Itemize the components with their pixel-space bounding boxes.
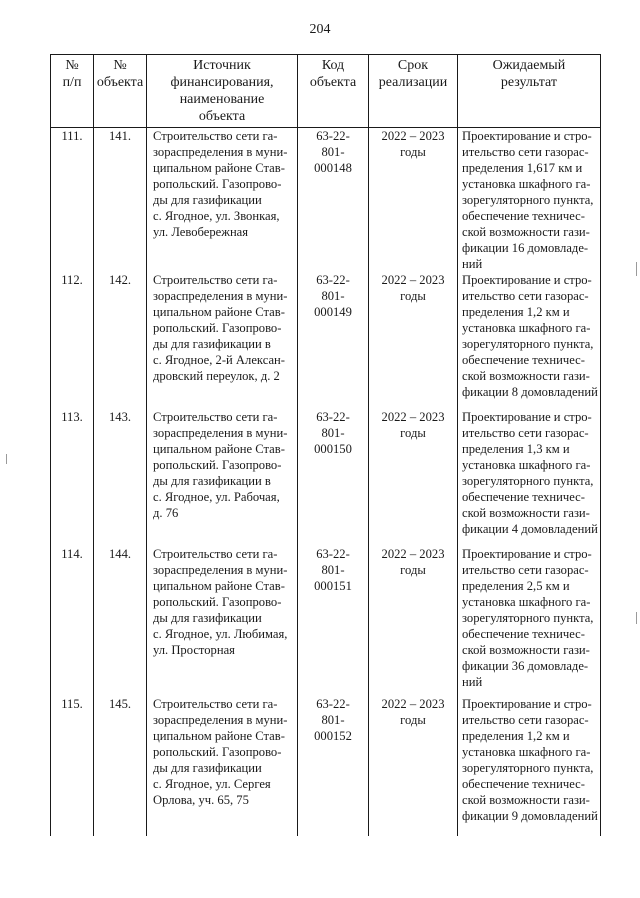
- source-line: Строительство сети га-: [153, 547, 278, 561]
- source-cell: [147, 696, 298, 836]
- term-cell: [369, 696, 458, 836]
- object-code-line: 000150: [314, 442, 352, 456]
- source-cell: [147, 128, 298, 273]
- source-cell: [147, 546, 298, 696]
- row-number-cell: 112.: [51, 272, 94, 409]
- object-code-line: 801-: [321, 563, 345, 577]
- object-code-line: 000149: [314, 305, 352, 319]
- object-code-line: 63-22-: [316, 410, 350, 424]
- table-header-row: [51, 55, 601, 128]
- source-line: Орлова, уч. 65, 75: [153, 793, 249, 807]
- result-line: фикации 8 домовладений: [462, 385, 598, 399]
- result-line: обеспечение техничес-: [462, 490, 585, 504]
- source-line: зораспределения в муни-: [153, 563, 288, 577]
- object-code-line: 63-22-: [316, 273, 350, 287]
- source-line: зораспределения в муни-: [153, 289, 288, 303]
- result-line: установка шкафного га-: [462, 595, 591, 609]
- result-line: зорегуляторного пункта,: [462, 337, 594, 351]
- result-line: зорегуляторного пункта,: [462, 761, 594, 775]
- object-code-line: 000148: [314, 161, 352, 175]
- object-code-line: 801-: [321, 289, 345, 303]
- object-code-cell: [298, 272, 369, 409]
- header-result: Ожидаемый результат: [458, 55, 601, 128]
- source-cell: [147, 409, 298, 546]
- result-line: ний: [462, 675, 483, 689]
- result-line: ительство сети газорас-: [462, 713, 589, 727]
- source-line: зораспределения в муни-: [153, 145, 288, 159]
- source-line: с. Ягодное, ул. Любимая,: [153, 627, 288, 641]
- result-line: ской возможности гази-: [462, 506, 590, 520]
- result-line: обеспечение техничес-: [462, 627, 585, 641]
- result-line: Проектирование и стро-: [462, 547, 592, 561]
- source-line: ды для газификации в: [153, 337, 271, 351]
- source-line: с. Ягодное, ул. Рабочая,: [153, 490, 280, 504]
- table-row: [51, 409, 601, 546]
- source-line: Строительство сети га-: [153, 410, 278, 424]
- object-code-line: 63-22-: [316, 697, 350, 711]
- result-line: обеспечение техничес-: [462, 353, 585, 367]
- source-line: дровский переулок, д. 2: [153, 369, 280, 383]
- result-line: ской возможности гази-: [462, 369, 590, 383]
- result-line: ительство сети газорас-: [462, 426, 589, 440]
- source-line: Строительство сети га-: [153, 129, 278, 143]
- result-line: обеспечение техничес-: [462, 777, 585, 791]
- source-line: ропольский. Газопрово-: [153, 745, 282, 759]
- term-line: годы: [400, 426, 426, 440]
- term-line: 2022 – 2023: [381, 547, 445, 561]
- object-code-line: 000151: [314, 579, 352, 593]
- term-cell: [369, 128, 458, 273]
- result-cell: [458, 546, 601, 696]
- source-line: зораспределения в муни-: [153, 426, 288, 440]
- result-line: Проектирование и стро-: [462, 410, 592, 424]
- object-code-line: 801-: [321, 145, 345, 159]
- source-line: Строительство сети га-: [153, 273, 278, 287]
- table-row: [51, 272, 601, 409]
- result-line: Проектирование и стро-: [462, 129, 592, 143]
- source-line: ды для газификации: [153, 611, 262, 625]
- result-line: Проектирование и стро-: [462, 273, 592, 287]
- header-row-num: № п/п: [51, 55, 94, 128]
- source-line: ды для газификации в: [153, 474, 271, 488]
- result-line: ительство сети газорас-: [462, 145, 589, 159]
- source-line: ропольский. Газопрово-: [153, 595, 282, 609]
- object-code-cell: [298, 409, 369, 546]
- term-line: 2022 – 2023: [381, 129, 445, 143]
- result-line: установка шкафного га-: [462, 745, 591, 759]
- source-line: ципальном районе Став-: [153, 729, 285, 743]
- result-line: установка шкафного га-: [462, 321, 591, 335]
- header-source: Источник финансирования, наименование объекта: [147, 55, 298, 128]
- source-line: ропольский. Газопрово-: [153, 321, 282, 335]
- result-line: фикации 9 домовладений: [462, 809, 598, 823]
- source-line: ропольский. Газопрово-: [153, 177, 282, 191]
- result-line: фикации 16 домовладе-: [462, 241, 589, 255]
- table-row: [51, 546, 601, 696]
- result-line: пределения 1,2 км и: [462, 305, 570, 319]
- source-line: ципальном районе Став-: [153, 305, 285, 319]
- gasification-table: [50, 54, 601, 836]
- result-line: ской возможности гази-: [462, 643, 590, 657]
- page-number: 204: [309, 22, 331, 37]
- result-line: установка шкафного га-: [462, 458, 591, 472]
- object-code-cell: [298, 546, 369, 696]
- result-line: ительство сети газорас-: [462, 563, 589, 577]
- object-code-cell: [298, 128, 369, 273]
- source-line: ды для газификации: [153, 761, 262, 775]
- source-line: Строительство сети га-: [153, 697, 278, 711]
- object-code-line: 63-22-: [316, 129, 350, 143]
- header-object-num: № объекта: [94, 55, 147, 128]
- result-cell: [458, 272, 601, 409]
- result-line: установка шкафного га-: [462, 177, 591, 191]
- result-line: ний: [462, 257, 483, 271]
- scan-edge-mark: [636, 262, 637, 276]
- scan-edge-mark: [6, 454, 7, 464]
- term-line: годы: [400, 289, 426, 303]
- row-number-cell: 114.: [51, 546, 94, 696]
- result-line: фикации 4 домовладений: [462, 522, 598, 536]
- header-code: Код объекта: [298, 55, 369, 128]
- source-line: с. Ягодное, ул. Сергея: [153, 777, 271, 791]
- result-line: зорегуляторного пункта,: [462, 474, 594, 488]
- result-cell: [458, 128, 601, 273]
- term-line: годы: [400, 563, 426, 577]
- source-line: ул. Просторная: [153, 643, 235, 657]
- source-line: ципальном районе Став-: [153, 579, 285, 593]
- term-line: 2022 – 2023: [381, 273, 445, 287]
- object-number-cell: 141.: [94, 128, 147, 273]
- table-row: [51, 128, 601, 273]
- term-line: 2022 – 2023: [381, 697, 445, 711]
- row-number-cell: 113.: [51, 409, 94, 546]
- source-line: ул. Левобережная: [153, 225, 249, 239]
- object-number-cell: 144.: [94, 546, 147, 696]
- result-line: зорегуляторного пункта,: [462, 193, 594, 207]
- header-term: Срок реализации: [369, 55, 458, 128]
- term-line: годы: [400, 713, 426, 727]
- source-line: д. 76: [153, 506, 179, 520]
- scan-edge-mark: [636, 612, 637, 624]
- term-cell: [369, 546, 458, 696]
- result-line: пределения 1,3 км и: [462, 442, 570, 456]
- source-line: ропольский. Газопрово-: [153, 458, 282, 472]
- term-line: годы: [400, 145, 426, 159]
- object-number-cell: 143.: [94, 409, 147, 546]
- result-line: зорегуляторного пункта,: [462, 611, 594, 625]
- table-row: [51, 696, 601, 836]
- object-code-line: 801-: [321, 426, 345, 440]
- object-code-line: 000152: [314, 729, 352, 743]
- object-code-line: 63-22-: [316, 547, 350, 561]
- result-line: Проектирование и стро-: [462, 697, 592, 711]
- result-line: пределения 2,5 км и: [462, 579, 570, 593]
- result-cell: [458, 696, 601, 836]
- result-cell: [458, 409, 601, 546]
- result-line: обеспечение техничес-: [462, 209, 585, 223]
- source-line: ципальном районе Став-: [153, 161, 285, 175]
- result-line: ской возможности гази-: [462, 793, 590, 807]
- term-cell: [369, 272, 458, 409]
- term-line: 2022 – 2023: [381, 410, 445, 424]
- term-cell: [369, 409, 458, 546]
- result-line: пределения 1,2 км и: [462, 729, 570, 743]
- object-code-cell: [298, 696, 369, 836]
- object-code-line: 801-: [321, 713, 345, 727]
- source-line: ципальном районе Став-: [153, 442, 285, 456]
- result-line: фикации 36 домовладе-: [462, 659, 589, 673]
- source-line: зораспределения в муни-: [153, 713, 288, 727]
- result-line: ской возможности гази-: [462, 225, 590, 239]
- object-number-cell: 145.: [94, 696, 147, 836]
- source-line: с. Ягодное, 2-й Алексан-: [153, 353, 285, 367]
- source-line: ды для газификации: [153, 193, 262, 207]
- row-number-cell: 115.: [51, 696, 94, 836]
- row-number-cell: 111.: [51, 128, 94, 273]
- source-line: с. Ягодное, ул. Звонкая,: [153, 209, 280, 223]
- object-number-cell: 142.: [94, 272, 147, 409]
- result-line: ительство сети газорас-: [462, 289, 589, 303]
- result-line: пределения 1,617 км и: [462, 161, 583, 175]
- source-cell: [147, 272, 298, 409]
